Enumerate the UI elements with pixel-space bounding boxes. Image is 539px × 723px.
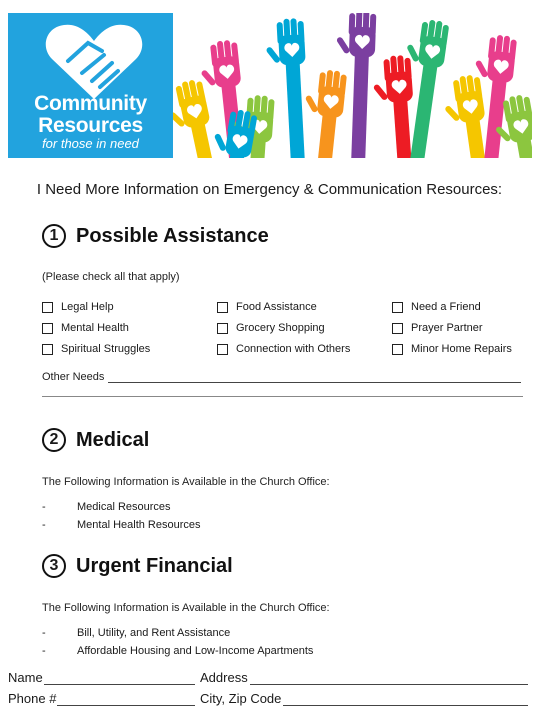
other-needs-label: Other Needs <box>42 371 105 383</box>
checkbox[interactable] <box>392 323 403 334</box>
section-number-2: 2 <box>42 428 66 452</box>
option-need-a-friend[interactable] <box>392 301 481 313</box>
form-title: I Need More Information on Emergency & Communication Resources: <box>36 181 503 198</box>
checkbox[interactable] <box>217 323 228 334</box>
option-label: Spiritual Struggles <box>61 343 151 355</box>
phone-field[interactable] <box>57 705 195 706</box>
logo-tagline: for those in need <box>42 136 139 151</box>
logo-line-2: Resources <box>38 114 143 137</box>
name-label: Name <box>8 670 43 685</box>
address-label: Address <box>200 670 248 685</box>
section-number-1: 1 <box>42 224 66 248</box>
option-label: Connection with Others <box>236 343 351 355</box>
city-zip-field[interactable] <box>283 705 528 706</box>
phone-label: Phone # <box>8 691 57 706</box>
checkbox[interactable] <box>392 302 403 313</box>
name-field[interactable] <box>44 684 195 685</box>
option-label: Mental Health <box>61 322 129 334</box>
section-title: Urgent Financial <box>76 554 233 577</box>
check-instruction: (Please check all that apply) <box>42 271 180 283</box>
option-legal-help[interactable] <box>42 301 114 313</box>
checkbox[interactable] <box>42 344 53 355</box>
option-prayer-partner[interactable] <box>392 322 483 334</box>
checkbox[interactable] <box>392 344 403 355</box>
option-label: Grocery Shopping <box>236 322 325 334</box>
option-mental-health[interactable] <box>42 322 129 334</box>
header-banner <box>8 13 532 158</box>
option-label: Food Assistance <box>236 301 317 313</box>
option-food-assistance[interactable] <box>217 301 317 313</box>
option-connection-with-others[interactable] <box>217 343 350 355</box>
address-field[interactable] <box>250 684 528 685</box>
raised-hands-image <box>173 13 532 158</box>
list-item: - Affordable Housing and Low-Income Apartments <box>42 645 314 657</box>
community-resources-logo <box>8 13 173 158</box>
section-title: Possible Assistance <box>76 224 269 247</box>
option-label: Need a Friend <box>411 301 481 313</box>
heart-hands-icon <box>42 21 146 101</box>
city-zip-label: City, Zip Code <box>200 691 282 706</box>
checkbox[interactable] <box>217 302 228 313</box>
section-number-3: 3 <box>42 554 66 578</box>
section-possible-assistance <box>42 224 269 248</box>
option-minor-home-repairs[interactable] <box>392 343 512 355</box>
checkbox[interactable] <box>42 302 53 313</box>
section-medical <box>42 428 149 452</box>
logo-line-1: Community <box>34 92 147 115</box>
option-label: Prayer Partner <box>411 322 483 334</box>
list-item: - Mental Health Resources <box>42 519 201 531</box>
financial-intro: The Following Information is Available in the Church Office: <box>42 602 330 614</box>
medical-intro: The Following Information is Available in the Church Office: <box>42 476 330 488</box>
option-grocery-shopping[interactable] <box>217 322 325 334</box>
section-urgent-financial <box>42 554 233 578</box>
checkbox[interactable] <box>42 323 53 334</box>
list-item: - Bill, Utility, and Rent Assistance <box>42 627 231 639</box>
option-spiritual-struggles[interactable] <box>42 343 150 355</box>
option-label: Minor Home Repairs <box>411 343 512 355</box>
list-item: - Medical Resources <box>42 501 171 513</box>
other-needs-line-2[interactable] <box>42 396 523 397</box>
section-title: Medical <box>76 428 150 451</box>
other-needs-line[interactable] <box>108 382 521 383</box>
checkbox[interactable] <box>217 344 228 355</box>
option-label: Legal Help <box>61 301 114 313</box>
